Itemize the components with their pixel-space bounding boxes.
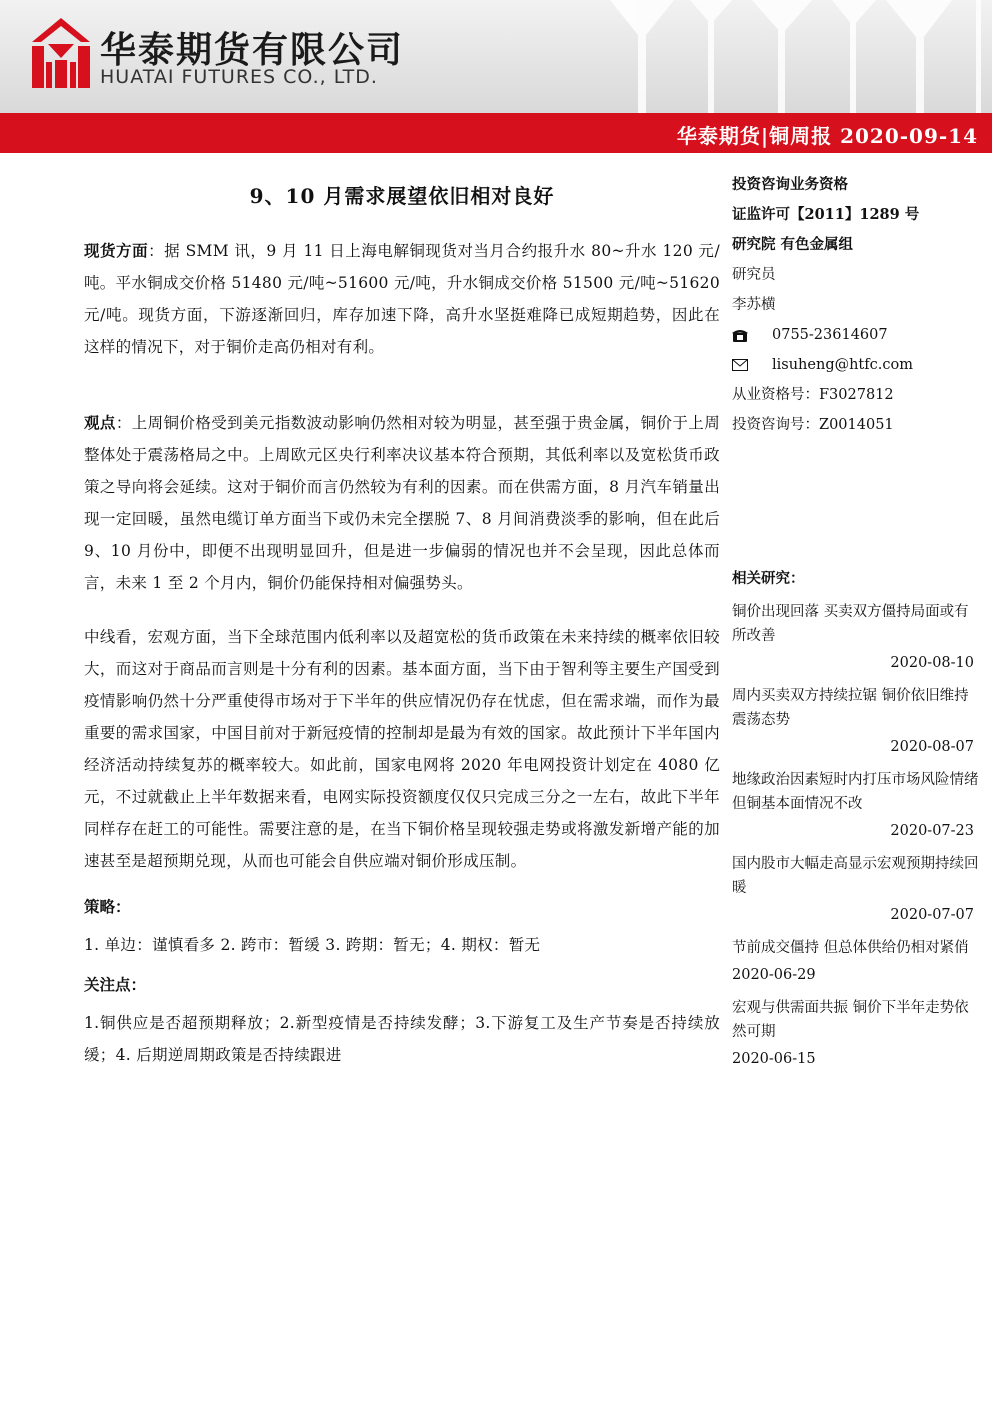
focus-text: 1.铜供应是否超预期释放；2.新型疫情是否持续发酵；3.下游复工及生产节奏是否持续放缓；4. 后期逆周期政策是否持续跟进 (84, 1014, 720, 1064)
related-item-date: 2020-06-15 (732, 1051, 816, 1067)
view-paragraph (84, 407, 720, 599)
strategy-text: 1. 单边：谨慎看多 2. 跨市：暂缓 3. 跨期：暂无；4. 期权：暂无 (84, 936, 541, 954)
article-body (84, 180, 720, 1071)
article-title: 9、10 月需求展望依旧相对良好 (249, 184, 555, 208)
strategy-heading: 策略： (84, 897, 131, 916)
view-lead: 观点 (84, 413, 116, 432)
department: 研究院 有色金属组 (732, 236, 854, 253)
company-name-cn: 华泰期货有限公司 (100, 30, 405, 71)
advisory-number: 投资咨询号：Z0014051 (732, 417, 894, 433)
related-item-date: 2020-07-23 (890, 823, 974, 839)
related-item-title[interactable]: 铜价出现回落 买卖双方僵持局面或有所改善 (732, 604, 969, 644)
related-item-title[interactable]: 地缘政治因素短时内打压市场风险情绪 但铜基本面情况不改 (732, 772, 979, 812)
related-item-title[interactable]: 宏观与供需面共振 铜价下半年走势依然可期 (732, 1000, 969, 1040)
header-decoration (580, 0, 992, 113)
mail-icon (732, 359, 748, 371)
related-item-title[interactable]: 国内股市大幅走高显示宏观预期持续回暖 (732, 856, 979, 896)
certificate-number: 从业资格号：F3027812 (732, 387, 894, 403)
phone-number: 0755-23614607 (772, 327, 888, 343)
related-item-date: 2020-06-29 (732, 967, 816, 983)
view-text: ：上周铜价格受到美元指数波动影响仍然相对较为明显，甚至强于贵金属，铜价于上周整体处于震荡格局之中。上周欧元区央行利率决议基本符合预期，其低利率以及宽松货币政策之导向将会延续。这对于铜价而言仍然较为有利的因素。而在供需方面，8 月汽车销量出现一定回暖，虽然电缆订单方面当下或仍未完全摆脱 7、8 月间消费淡季的影响，但在此后 9、10 月份中，即便不出现明显回升，但是进一步偏弱的情况也并不会呈现，因此总体而言，未来 1 至 2 个月内，铜价仍能保持相对偏强势头。 (84, 414, 720, 592)
phone-row (732, 320, 982, 350)
qualification-title: 投资咨询业务资格 (732, 176, 848, 193)
related-item-date: 2020-08-07 (890, 739, 974, 755)
company-name-en: HUATAI FUTURES CO., LTD. (100, 66, 378, 88)
analyst-name: 李苏横 (732, 297, 776, 313)
midterm-paragraph: 中线看，宏观方面，当下全球范围内低利率以及超宽松的货币政策在未来持续的概率依旧较大，而这对于商品而言则是十分有利的因素。基本面方面，当下由于智利等主要生产国受到疫情影响仍然十分严重使得市场对于下半年的供应情况仍存在忧虑，但在需求端，而作为最重要的需求国家，中国目前对于新冠疫情的控制却是最为有效的国家。故此预计下半年国内经济活动持续复苏的概率较大。如此前，国家电网将 2020 年电网投资计划定在 4080 亿元，不过就截止上半年数据来看，电网实际投资额度仅仅只完成三分之一左右，故此下半年同样存在赶工的可能性。需要注意的是，在当下铜价格呈现较强走势或将激发新增产能的加速甚至是超预期兑现，从而也可能会自供应端对铜价形成压制。 (84, 628, 720, 870)
related-item-title[interactable]: 节前成交僵持 但总体供给仍相对紧俏 (732, 940, 969, 956)
email-address[interactable]: lisuheng@htfc.com (772, 357, 913, 373)
company-logo-icon (32, 18, 90, 88)
report-bar (0, 113, 992, 153)
related-item-date: 2020-08-10 (890, 655, 974, 671)
sidebar (732, 170, 982, 1074)
focus-heading: 关注点： (84, 975, 147, 994)
page-header (0, 0, 992, 113)
spot-text: ：据 SMM 讯，9 月 11 日上海电解铜现货对当月合约报升水 80~升水 120 元/吨。平水铜成交价格 51480 元/吨~51600 元/吨，升水铜成交价格 51500 元/吨~51620 元/吨。现货方面，下游逐渐回归，库存加速下降，高升水坚挺难降已成短期趋势，因此在这样的情况下，对于铜价走高仍相对有利。 (84, 242, 720, 356)
phone-icon (732, 328, 748, 342)
spot-paragraph (84, 235, 720, 363)
license-number: 证监许可【2011】1289 号 (732, 206, 920, 223)
email-row (732, 350, 982, 380)
report-bar-text: 华泰期货|铜周报 2020-09-14 (676, 124, 978, 148)
related-research-title: 相关研究： (732, 570, 805, 587)
analyst-role: 研究员 (732, 267, 776, 283)
related-item-date: 2020-07-07 (890, 907, 974, 923)
related-item-title[interactable]: 周内买卖双方持续拉锯 铜价依旧维持震荡态势 (732, 688, 969, 728)
spot-lead: 现货方面 (84, 241, 149, 260)
